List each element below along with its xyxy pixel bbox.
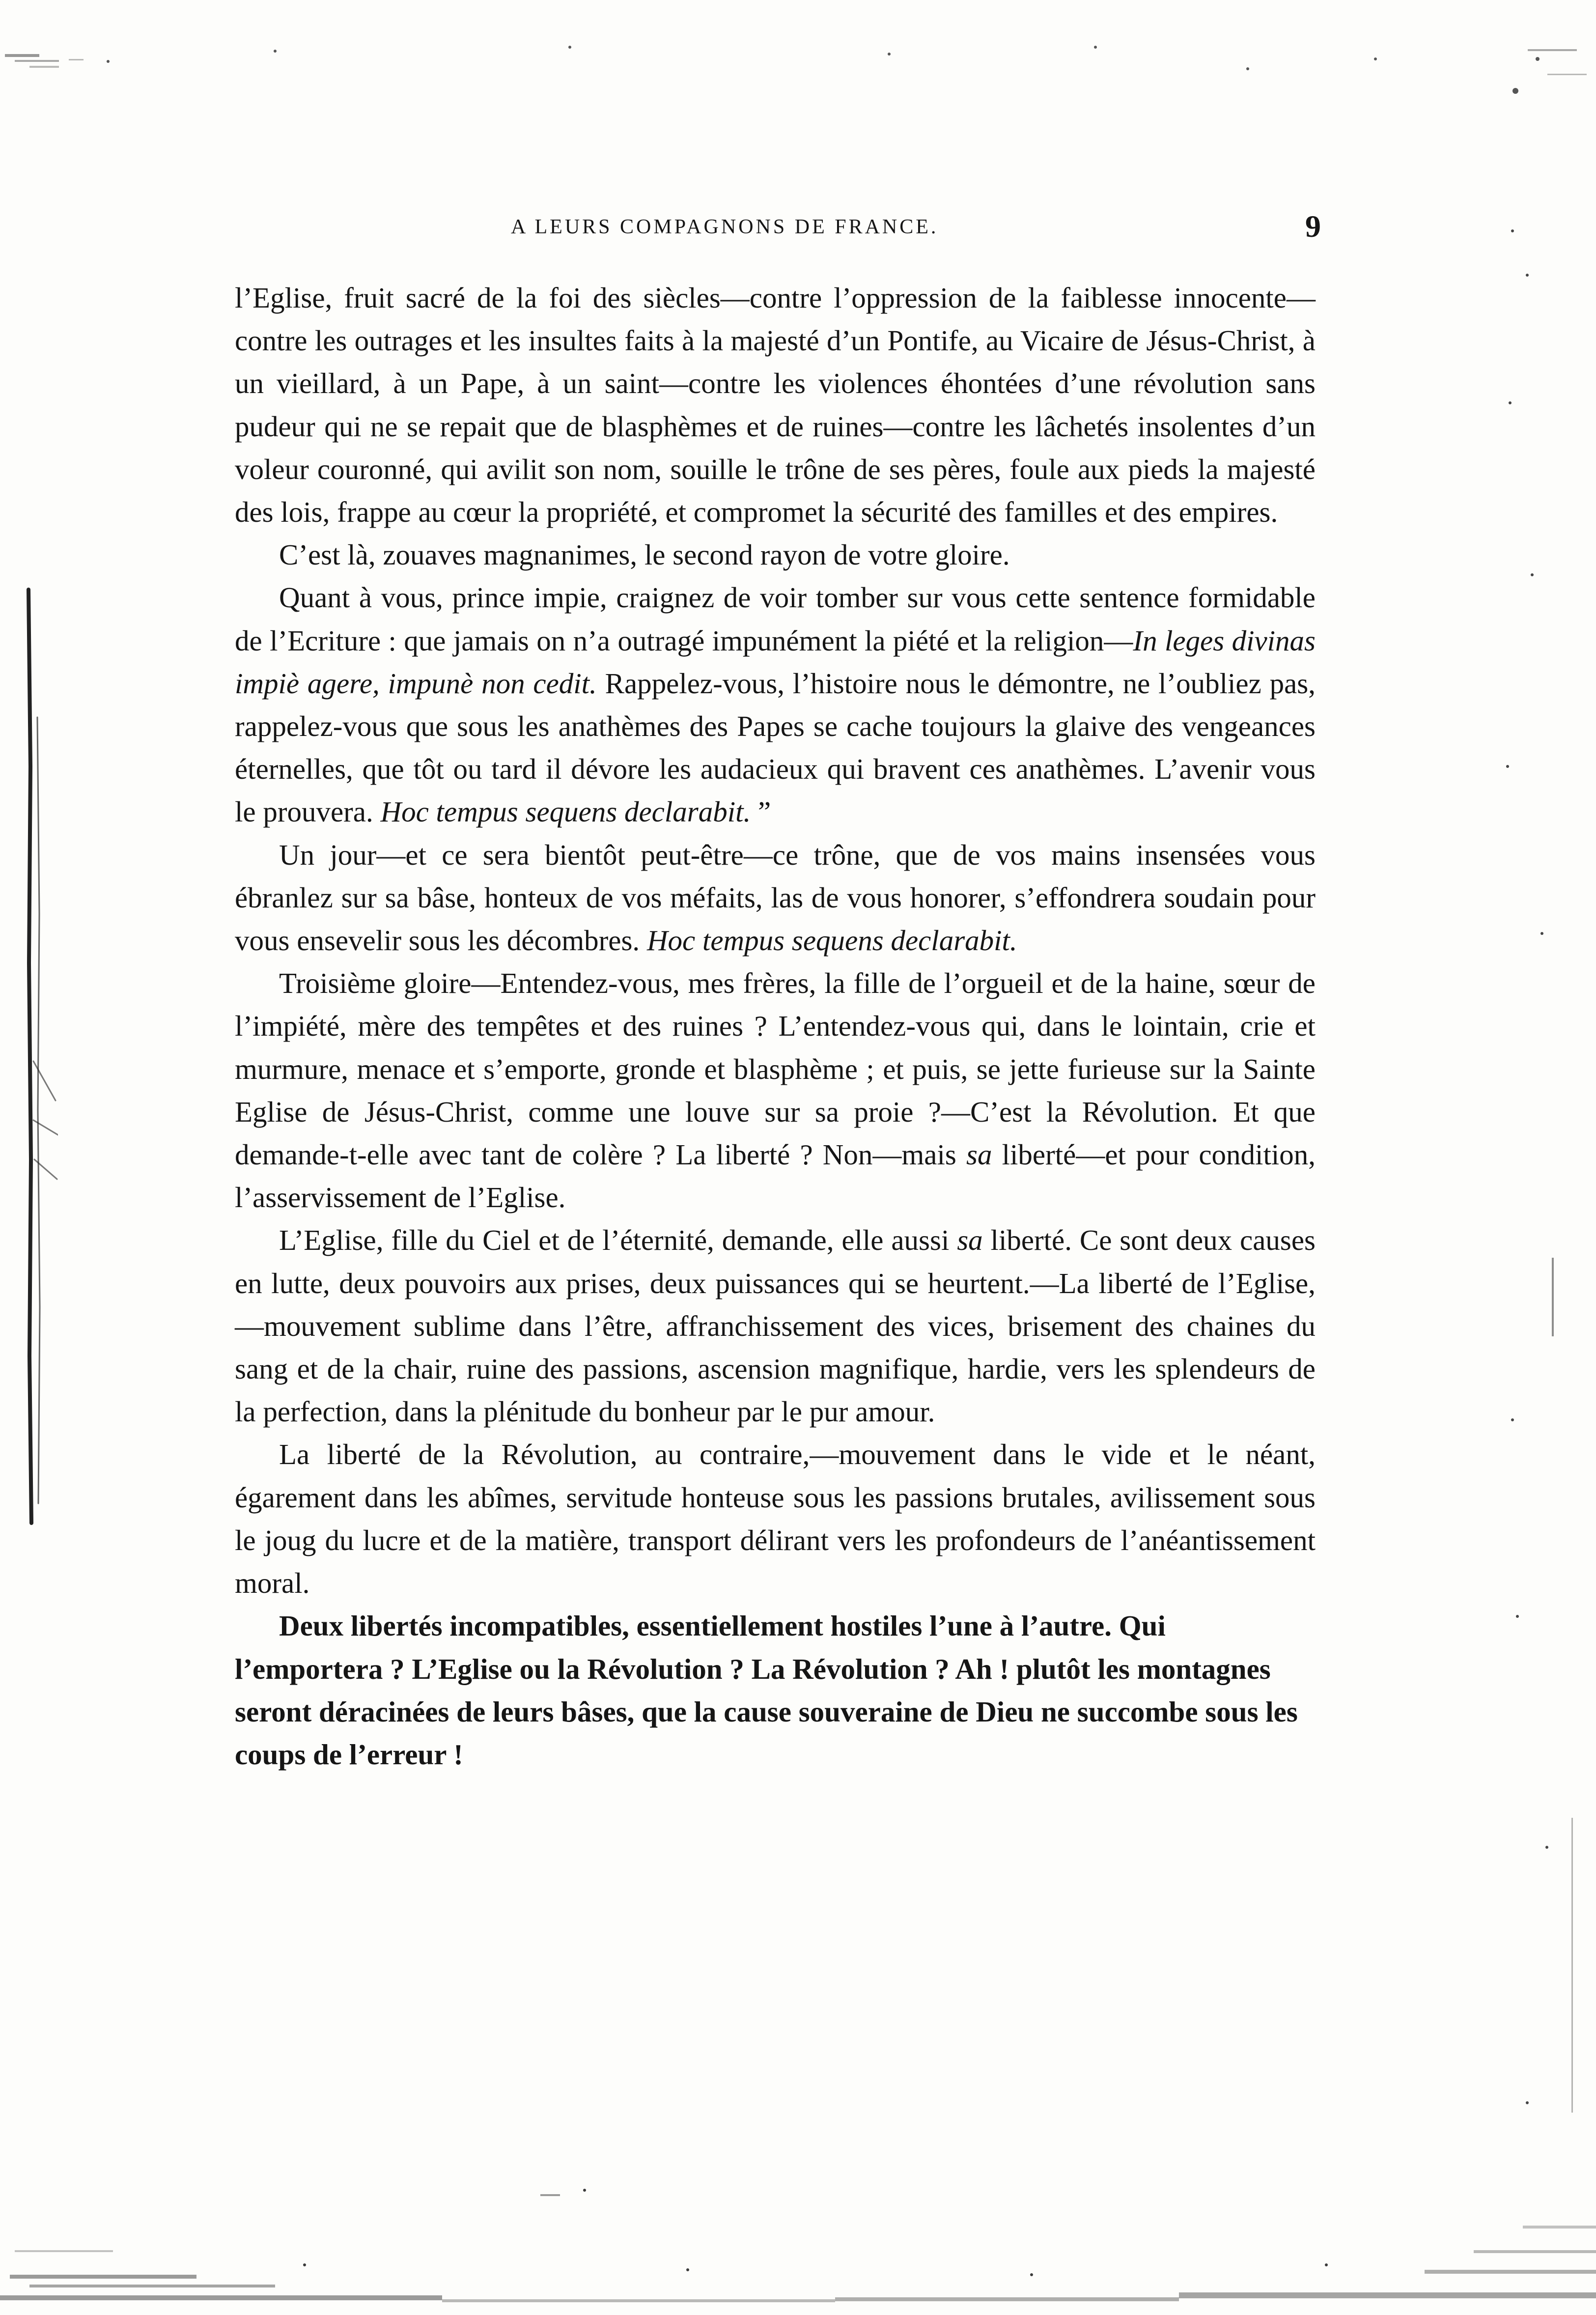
paragraph-3-text-before: Quant à vous, prince impie, craignez de voir tomber sur vous cette sentence formidable de l’Ecriture : que jamais on n’a outragé impunément la piété et la religion— <box>235 581 1316 657</box>
body-text <box>235 277 1316 1776</box>
paragraph-4-latin-quote: Hoc tempus sequens declarabit. <box>646 924 1017 957</box>
paragraph-4 <box>235 834 1316 962</box>
page-speckle-right <box>1498 0 1596 2315</box>
page-speckle-bottom <box>0 2152 1596 2315</box>
paragraph-8-text: Deux libertés incompatibles, essentiellement hostiles l’une à l’autre. Qui l’emportera ? L’Eglise ou la Révolution ? La Révolution ? Ah ! plutôt les montagnes seront déracinées de leurs bâses, que la cause souveraine de Dieu ne succombe sous les coups de l’erreur ! <box>235 1609 1298 1771</box>
binding-stitch-marks <box>14 570 58 1528</box>
paragraph-2 <box>235 534 1316 576</box>
paragraph-3 <box>235 576 1316 833</box>
paragraph-6 <box>235 1219 1316 1433</box>
paragraph-5-text-after: liberté—et pour condition, l’asservissement de l’Eglise. <box>235 1138 1316 1214</box>
paragraph-1 <box>235 277 1316 534</box>
paragraph-3-latin-quote-2: Hoc tempus sequens declarabit. <box>380 795 751 828</box>
running-head: A LEURS COMPAGNONS DE FRANCE. <box>511 216 939 238</box>
paragraph-7-text: La liberté de la Révolution, au contraire,—mouvement dans le vide et le néant, égarement dans les abîmes, servitude honteuse sous les passions brutales, avilissement sous le joug du lucre et de la matière, transport délirant vers les profondeurs de l’anéantissement moral. <box>235 1438 1316 1600</box>
paragraph-3-text-after: ” <box>751 795 771 828</box>
paragraph-3-text-middle: Rappelez-vous, l’histoire nous le démontre, ne l’oubliez pas, rappelez-vous que sous les anathèmes des Papes se cache toujours la glaive des vengeances éternelles, que tôt ou tard il dévore les audacieux qui bravent ces anathèmes. L’avenir vous le prouvera. <box>235 667 1316 828</box>
paragraph-3-latin-quote-1: In leges divinas impiè agere, impunè non cedit. <box>235 624 1316 700</box>
paragraph-4-text-before: Un jour—et ce sera bientôt peut-être—ce trône, que de vos mains insensées vous ébranlez sur sa bâse, honteux de vos méfaits, las de vous honorer, s’effondrera soudain pour vous ensevelir sous les décombres. <box>235 838 1316 957</box>
page-header <box>236 209 1321 254</box>
paragraph-6-text-before: L’Eglise, fille du Ciel et de l’éternité, demande, elle aussi <box>279 1224 957 1257</box>
paragraph-6-emphasis: sa <box>957 1224 983 1257</box>
paragraph-5-text: Troisième gloire—Entendez-vous, mes frères, la fille de l’orgueil et de la haine, sœur de l’impiété, mère des tempêtes et des ruines ? L’entendez-vous qui, dans le lointain, crie et murmure, menace et s’emporte, gronde et blasphème ; et puis, se jette furieuse sur la Sainte Eglise de Jésus-Christ, comme une louve sur sa proie ?—C’est la Révolution. Et que demande-t-elle avec tant de colère ? La liberté ? Non—mais <box>235 967 1316 1171</box>
paragraph-1-text: l’Eglise, fruit sacré de la foi des siècles—contre l’oppression de la faiblesse innocente—contre les outrages et les insultes faits à la majesté d’un Pontife, au Vicaire de Jésus-Christ, à un vieillard, à un Pape, à un saint—contre les violences éhontées d’une révolution sans pudeur qui ne se repait que de blasphèmes et de ruines—contre les lâchetés insolentes d’un voleur couronné, qui avilit son nom, souille le trône de ses pères, foule aux pieds la majesté des lois, frappe au cœur la propriété, et compromet la sécurité des familles et des empires. <box>235 282 1316 529</box>
paragraph-7 <box>235 1433 1316 1605</box>
paragraph-8 <box>235 1605 1316 1776</box>
page-speckle-top <box>0 0 1596 98</box>
paragraph-2-text: C’est là, zouaves magnanimes, le second rayon de votre gloire. <box>279 538 1010 571</box>
paragraph-6-text-after: liberté. Ce sont deux causes en lutte, deux pouvoirs aux prises, deux puissances qui se heurtent.—La liberté de l’Eglise,—mouvement sublime dans l’être, affranchissement des vices, brisement des chaines du sang et de la chair, ruine des passions, ascension magnifique, hardie, vers les splendeurs de la perfection, dans la plénitude du bonheur par le pur amour. <box>235 1224 1316 1428</box>
paragraph-5-emphasis: sa <box>966 1138 992 1171</box>
paragraph-5 <box>235 962 1316 1219</box>
page-number: 9 <box>1305 209 1321 244</box>
